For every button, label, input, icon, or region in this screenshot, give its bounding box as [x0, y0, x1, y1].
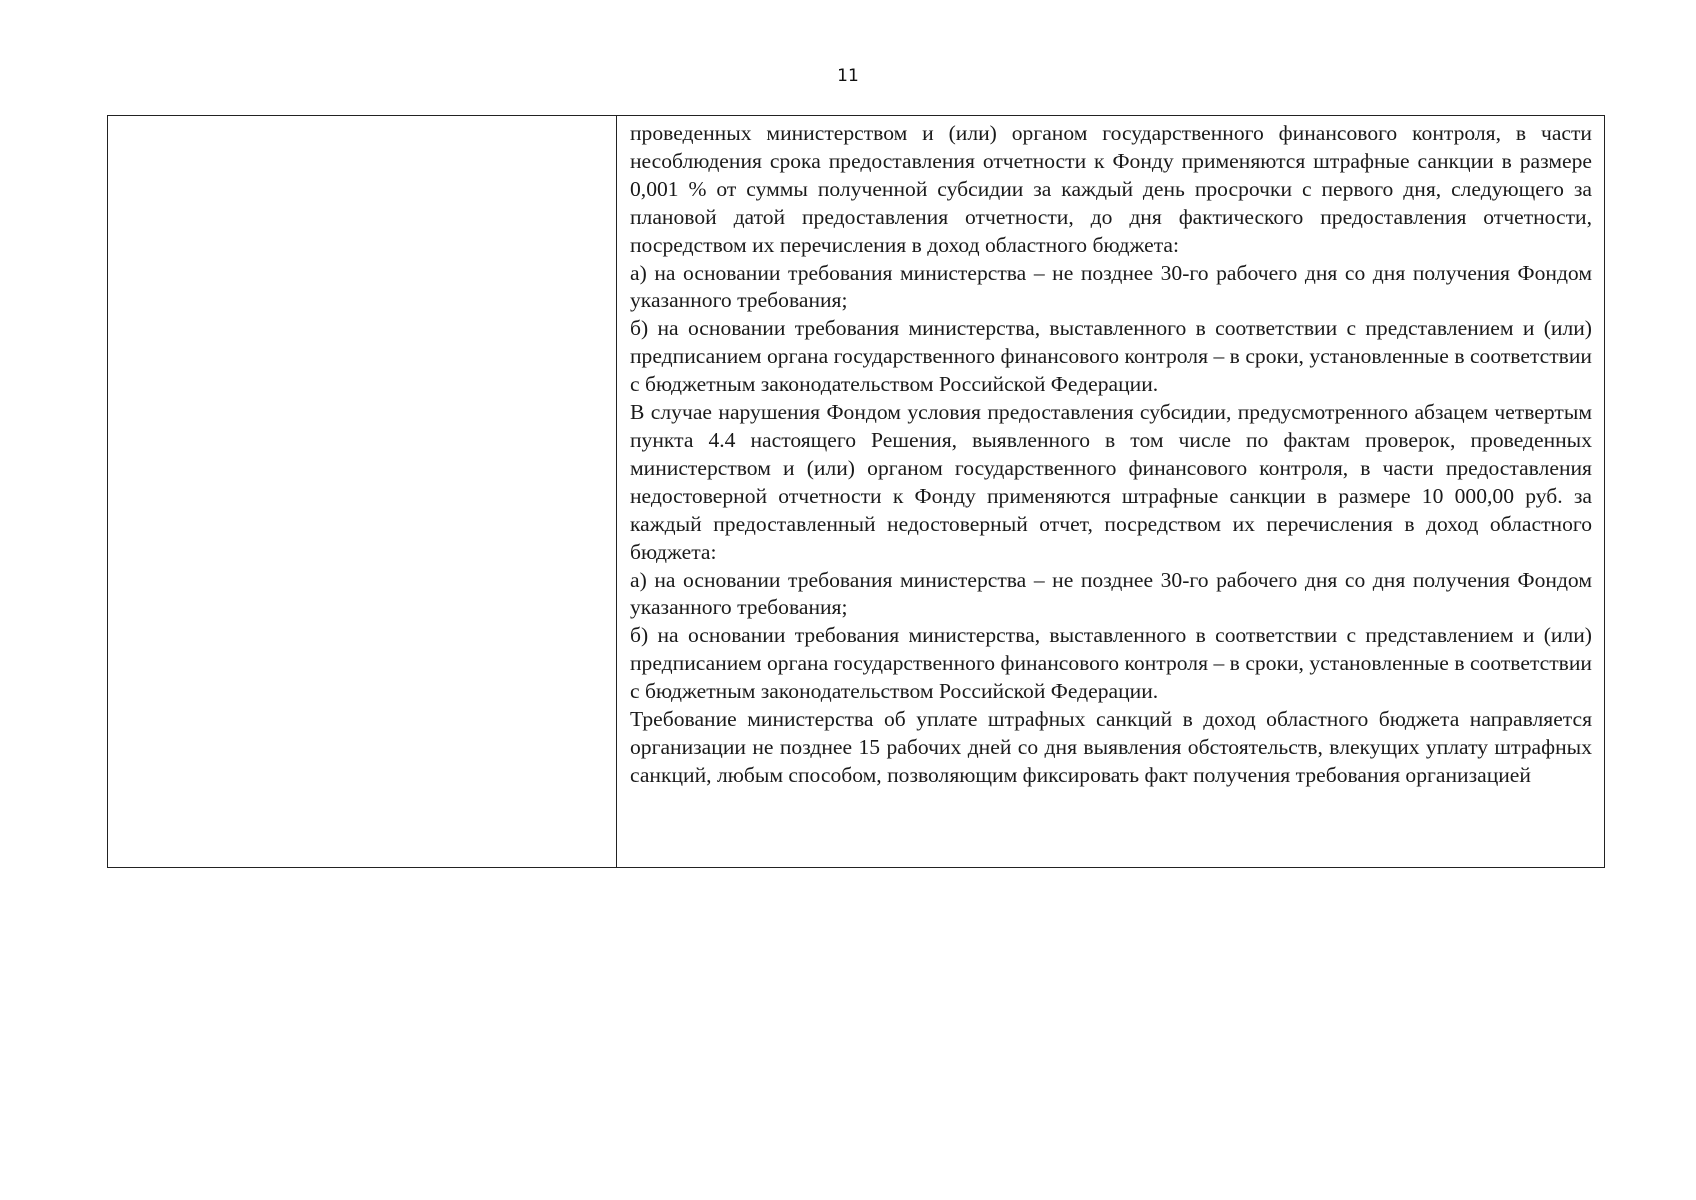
- table-right-cell: [617, 116, 1604, 867]
- paragraph-item-b-2: б) на основании требования министерства, выставленного в соответствии с представлением и (или) предписанием органа государственного финансового контроля – в сроки, установленные в соответствии с бюджетным законодательством Российской Федерации.: [630, 623, 1592, 704]
- paragraph-item-a-1: а) на основании требования министерства – не позднее 30-го рабочего дня со дня получения Фондом указанного требования;: [630, 260, 1592, 313]
- paragraph-item-a-2: а) на основании требования министерства – не позднее 30-го рабочего дня со дня получения Фондом указанного требования;: [630, 567, 1592, 620]
- paragraph-item-b-1: б) на основании требования министерства, выставленного в соответствии с представлением и (или) предписанием органа государственного финансового контроля – в сроки, установленные в соответствии с бюджетным законодательством Российской Федерации.: [630, 316, 1592, 397]
- document-table: [107, 115, 1605, 868]
- paragraph-continuation: проведенных министерством и (или) органом государственного финансового контроля, в части несоблюдения срока предоставления отчетности к Фонду применяются штрафные санкции в размере 0,001 % от суммы полученной субсидии за каждый день просрочки с первого дня, следующего за плановой датой предоставления отчетности, до дня фактического предоставления отчетности, посредством их перечисления в доход областного бюджета:: [630, 121, 1592, 257]
- paragraph-requirement: Требование министерства об уплате штрафных санкций в доход областного бюджета направляется организации не позднее 15 рабочих дней со дня выявления обстоятельств, влекущих уплату штрафных санкций, любым способом, позволяющим фиксировать факт получения требования организацией: [630, 707, 1592, 787]
- page-number: 11: [837, 66, 859, 86]
- table-left-cell: [108, 116, 617, 867]
- paragraph-violation-case: В случае нарушения Фондом условия предоставления субсидии, предусмотренного абзацем четвертым пункта 4.4 настоящего Решения, выявленного в том числе по фактам проверок, проведенных министерством и (или) органом государственного финансового контроля, в части предоставления недостоверной отчетности к Фонду применяются штрафные санкции в размере 10 000,00 руб. за каждый предоставленный недостоверный отчет, посредством их перечисления в доход областного бюджета:: [630, 400, 1592, 564]
